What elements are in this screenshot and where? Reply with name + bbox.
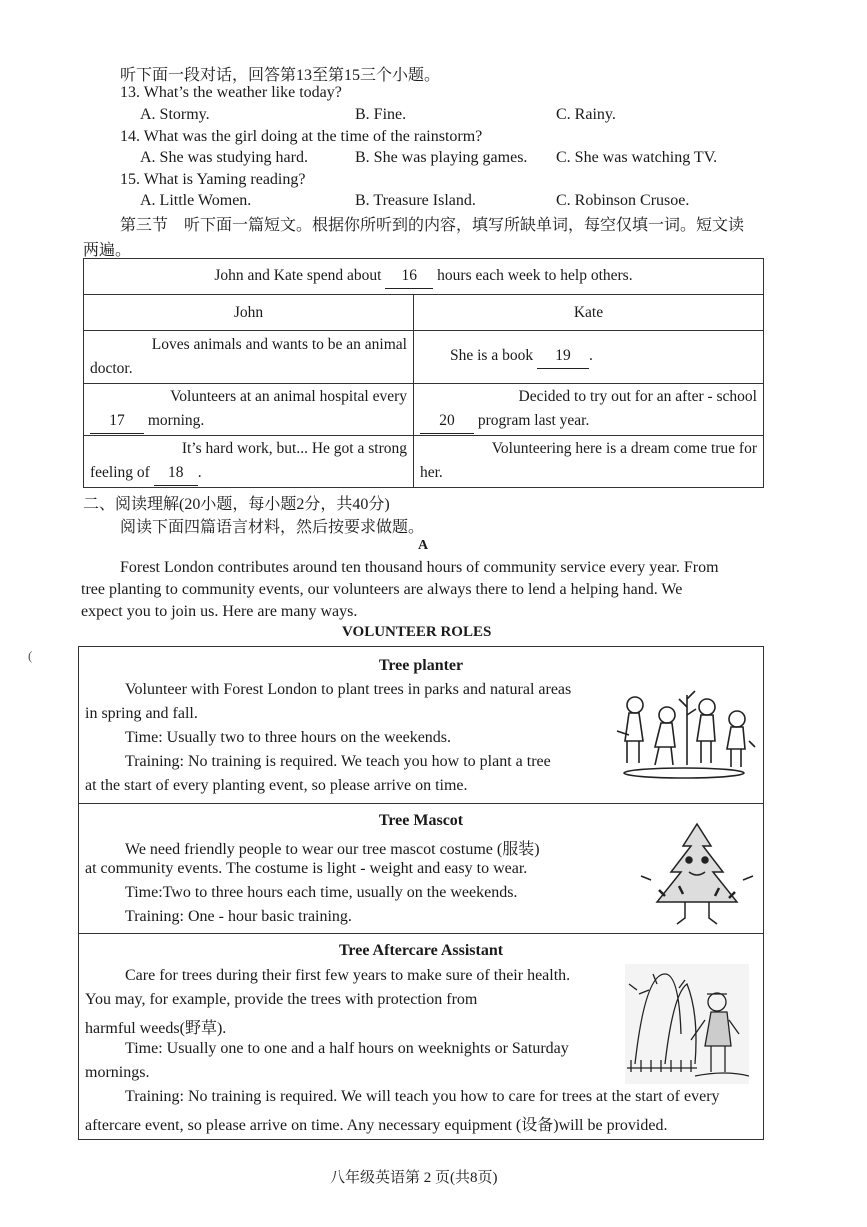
reading-heading: 二、阅读理解(20小题，每小题2分，共40分) (83, 496, 390, 513)
option-15a: A. Little Women. (140, 192, 252, 209)
table-row: Loves animals and wants to be an animal doctor. (84, 331, 414, 383)
tree-mascot-illustration (639, 820, 759, 930)
reading-instruction: 阅读下面四篇语言材料，然后按要求做题。 (120, 519, 425, 536)
question-15: 15. What is Yaming reading? (120, 171, 306, 188)
blank-20[interactable]: 20 (420, 409, 474, 434)
section3-intro: 第三节 听下面一篇短文。根据你所听到的内容，填写所缺单词，每空仅填一词。短文读 (120, 217, 745, 234)
column-kate: Kate (414, 295, 764, 331)
role-line: Volunteer with Forest London to plant trees in parks and natural areas (125, 681, 572, 698)
passage-intro-line: tree planting to community events, our volunteers are always there to lend a helping hand. We (81, 581, 683, 598)
role-title: Tree Mascot (378, 812, 464, 829)
option-13a: A. Stormy. (140, 106, 210, 123)
roles-title: VOLUNTEER ROLES (342, 624, 492, 640)
question-13: 13. What’s the weather like today? (120, 84, 342, 101)
option-14a: A. She was studying hard. (140, 149, 308, 166)
option-15c: C. Robinson Crusoe. (556, 192, 690, 209)
listening-intro: 听下面一段对话，回答第13至第15三个小题。 (120, 67, 441, 84)
option-14b: B. She was playing games. (355, 149, 528, 166)
role-line: Training: No training is required. We teach you how to plant a tree (125, 753, 551, 770)
table-header: John and Kate spend about 16 hours each week to help others. (84, 259, 764, 295)
role-line: Training: One - hour basic training. (125, 908, 352, 925)
table-row: It’s hard work, but... He got a strong feeling of 18 . (84, 435, 414, 487)
role-line: mornings. (85, 1064, 150, 1081)
option-14c: C. She was watching TV. (556, 149, 718, 166)
listening-table (83, 258, 764, 488)
page-footer: 八年级英语第 2 页(共8页) (330, 1170, 498, 1186)
role-line: aftercare event, so please arrive on time. Any necessary equipment (设备)will be provided. (85, 1117, 668, 1134)
gardener-weeding-illustration (625, 964, 749, 1084)
role-box-tree-planter (78, 646, 764, 804)
passage-intro-line: expect you to join us. Here are many ways. (81, 603, 358, 620)
table-row: She is a book 19 . (414, 331, 764, 383)
blank-18[interactable]: 18 (154, 461, 198, 486)
blank-19[interactable]: 19 (537, 344, 589, 369)
margin-mark: ( (28, 648, 33, 663)
role-line: at the start of every planting event, so please arrive on time. (85, 777, 468, 794)
role-line: Care for trees during their first few years to make sure of their health. (125, 967, 571, 984)
question-14: 14. What was the girl doing at the time of the rainstorm? (120, 128, 483, 145)
role-line: Time:Two to three hours each time, usually on the weekends. (125, 884, 518, 901)
role-line: Time: Usually two to three hours on the weekends. (125, 729, 452, 746)
role-title: Tree planter (378, 657, 464, 674)
role-line: Time: Usually one to one and a half hours on weeknights or Saturday (125, 1040, 569, 1057)
role-title: Tree Aftercare Assistant (338, 942, 504, 959)
role-line: You may, for example, provide the trees with protection from (85, 991, 478, 1008)
role-line: at community events. The costume is light - weight and easy to wear. (85, 860, 528, 877)
option-13b: B. Fine. (355, 106, 407, 123)
passage-intro-line: Forest London contributes around ten thousand hours of community service every year. From (120, 559, 719, 576)
option-15b: B. Treasure Island. (355, 192, 476, 209)
column-john: John (84, 295, 414, 331)
role-box-tree-mascot (78, 804, 764, 934)
section3-intro-cont: 两遍。 (83, 242, 132, 259)
children-planting-tree-illustration (609, 685, 759, 780)
role-box-tree-aftercare (78, 934, 764, 1140)
blank-16[interactable]: 16 (385, 264, 433, 289)
option-13c: C. Rainy. (556, 106, 616, 123)
passage-label: A (418, 538, 429, 553)
table-row: Volunteers at an animal hospital every 17 morning. (84, 383, 414, 435)
role-line: harmful weeds(野草). (85, 1020, 227, 1037)
role-line: Training: No training is required. We will teach you how to care for trees at the start of every (125, 1088, 720, 1105)
table-row: Decided to try out for an after - school 20 program last year. (414, 383, 764, 435)
role-line: in spring and fall. (85, 705, 198, 722)
table-row: Volunteering here is a dream come true for her. (414, 435, 764, 487)
blank-17[interactable]: 17 (90, 409, 144, 434)
role-line: We need friendly people to wear our tree mascot costume (服装) (125, 841, 540, 858)
